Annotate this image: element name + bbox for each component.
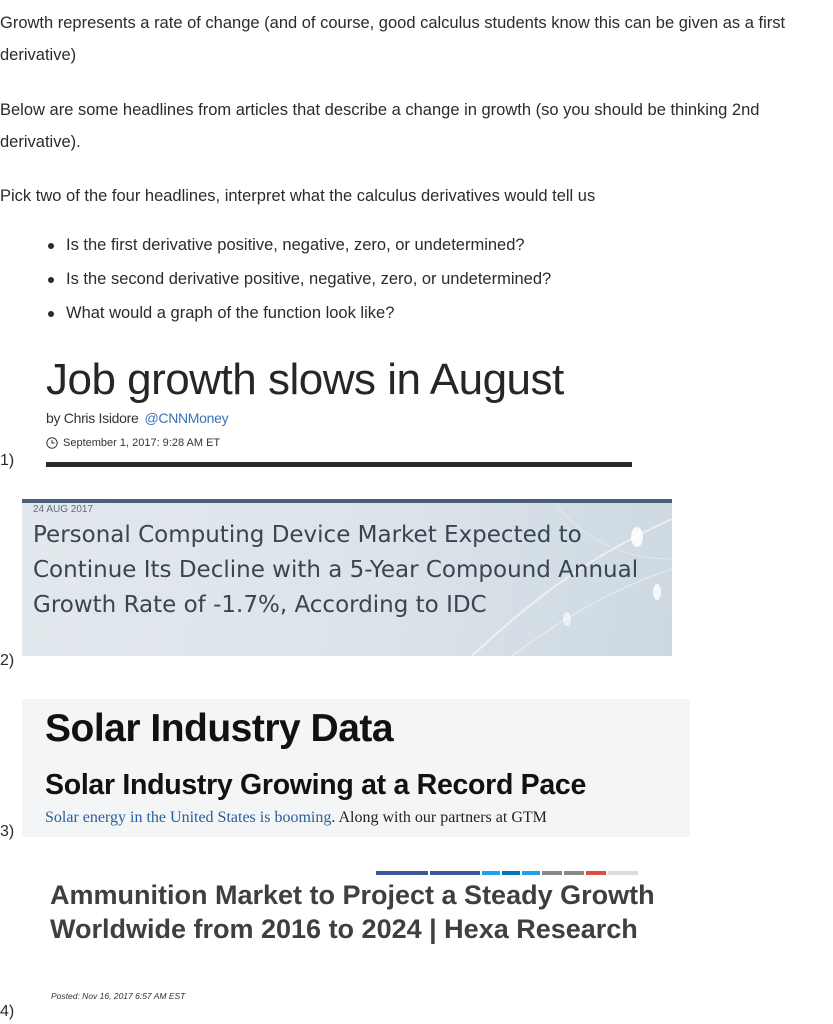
facebook-share-icon	[376, 871, 428, 875]
clock-icon	[46, 437, 58, 449]
article-snippet	[45, 809, 547, 827]
headline-2-image	[22, 499, 672, 656]
posted-date: Posted: Nov 16, 2017 6:57 AM EST	[51, 991, 186, 1001]
article-date: 24 AUG 2017	[33, 504, 94, 515]
linkedin-share-icon	[502, 871, 520, 875]
twitter-handle: @CNNMoney	[144, 410, 229, 426]
timestamp	[46, 437, 220, 449]
facebook-like-icon	[430, 871, 480, 875]
headline-title: Ammunition Market to Project a Steady Growth Worldwide from 2016 to 2024 | Hexa Research	[50, 880, 655, 944]
print-share-icon	[564, 871, 584, 875]
intro-paragraph-3: Pick two of the four headlines, interpret what the calculus derivatives would tell us	[0, 187, 596, 205]
list-item: Is the second derivative positive, negative, zero, or undetermined?	[44, 263, 551, 297]
headline-number: 4)	[0, 1003, 15, 1020]
headline-subtitle: Solar Industry Growing at a Record Pace	[45, 769, 587, 801]
intro-paragraph-2: Below are some headlines from articles that describe a change in growth (so you should be thinking 2nd derivative).	[0, 101, 760, 151]
more-share-icon	[586, 871, 606, 875]
headline-number: 2)	[0, 652, 15, 669]
byline	[46, 410, 228, 426]
article-link[interactable]: Solar energy in the United States is booming	[45, 809, 332, 826]
share-buttons-bar	[376, 871, 640, 875]
question-list	[44, 229, 551, 331]
headline-1-image	[44, 355, 634, 470]
messenger-share-icon	[522, 871, 540, 875]
snippet-text: . Along with our partners at GTM	[331, 809, 547, 826]
accent-bar	[22, 499, 672, 503]
headline-number: 1)	[0, 452, 15, 469]
email-share-icon	[542, 871, 562, 875]
headline-title: Personal Computing Device Market Expected to Continue Its Decline with a 5-Year Compound Annual Growth Rate of -1.7%, According to IDC	[33, 522, 639, 618]
date-text: September 1, 2017: 9:28 AM ET	[63, 437, 221, 449]
image-strip	[46, 462, 632, 467]
headline-3-image	[22, 699, 690, 837]
headline-title: Solar Industry Data	[45, 707, 394, 750]
twitter-share-icon	[482, 871, 500, 875]
headline-title: Job growth slows in August	[46, 355, 564, 404]
share-count	[608, 871, 638, 875]
list-item: What would a graph of the function look like?	[44, 297, 551, 331]
list-item: Is the first derivative positive, negative, zero, or undetermined?	[44, 229, 551, 263]
author: by Chris Isidore	[46, 410, 139, 426]
intro-paragraph-1: Growth represents a rate of change (and of course, good calculus students know this can be given as a first derivative)	[0, 14, 786, 64]
headline-number: 3)	[0, 823, 15, 840]
